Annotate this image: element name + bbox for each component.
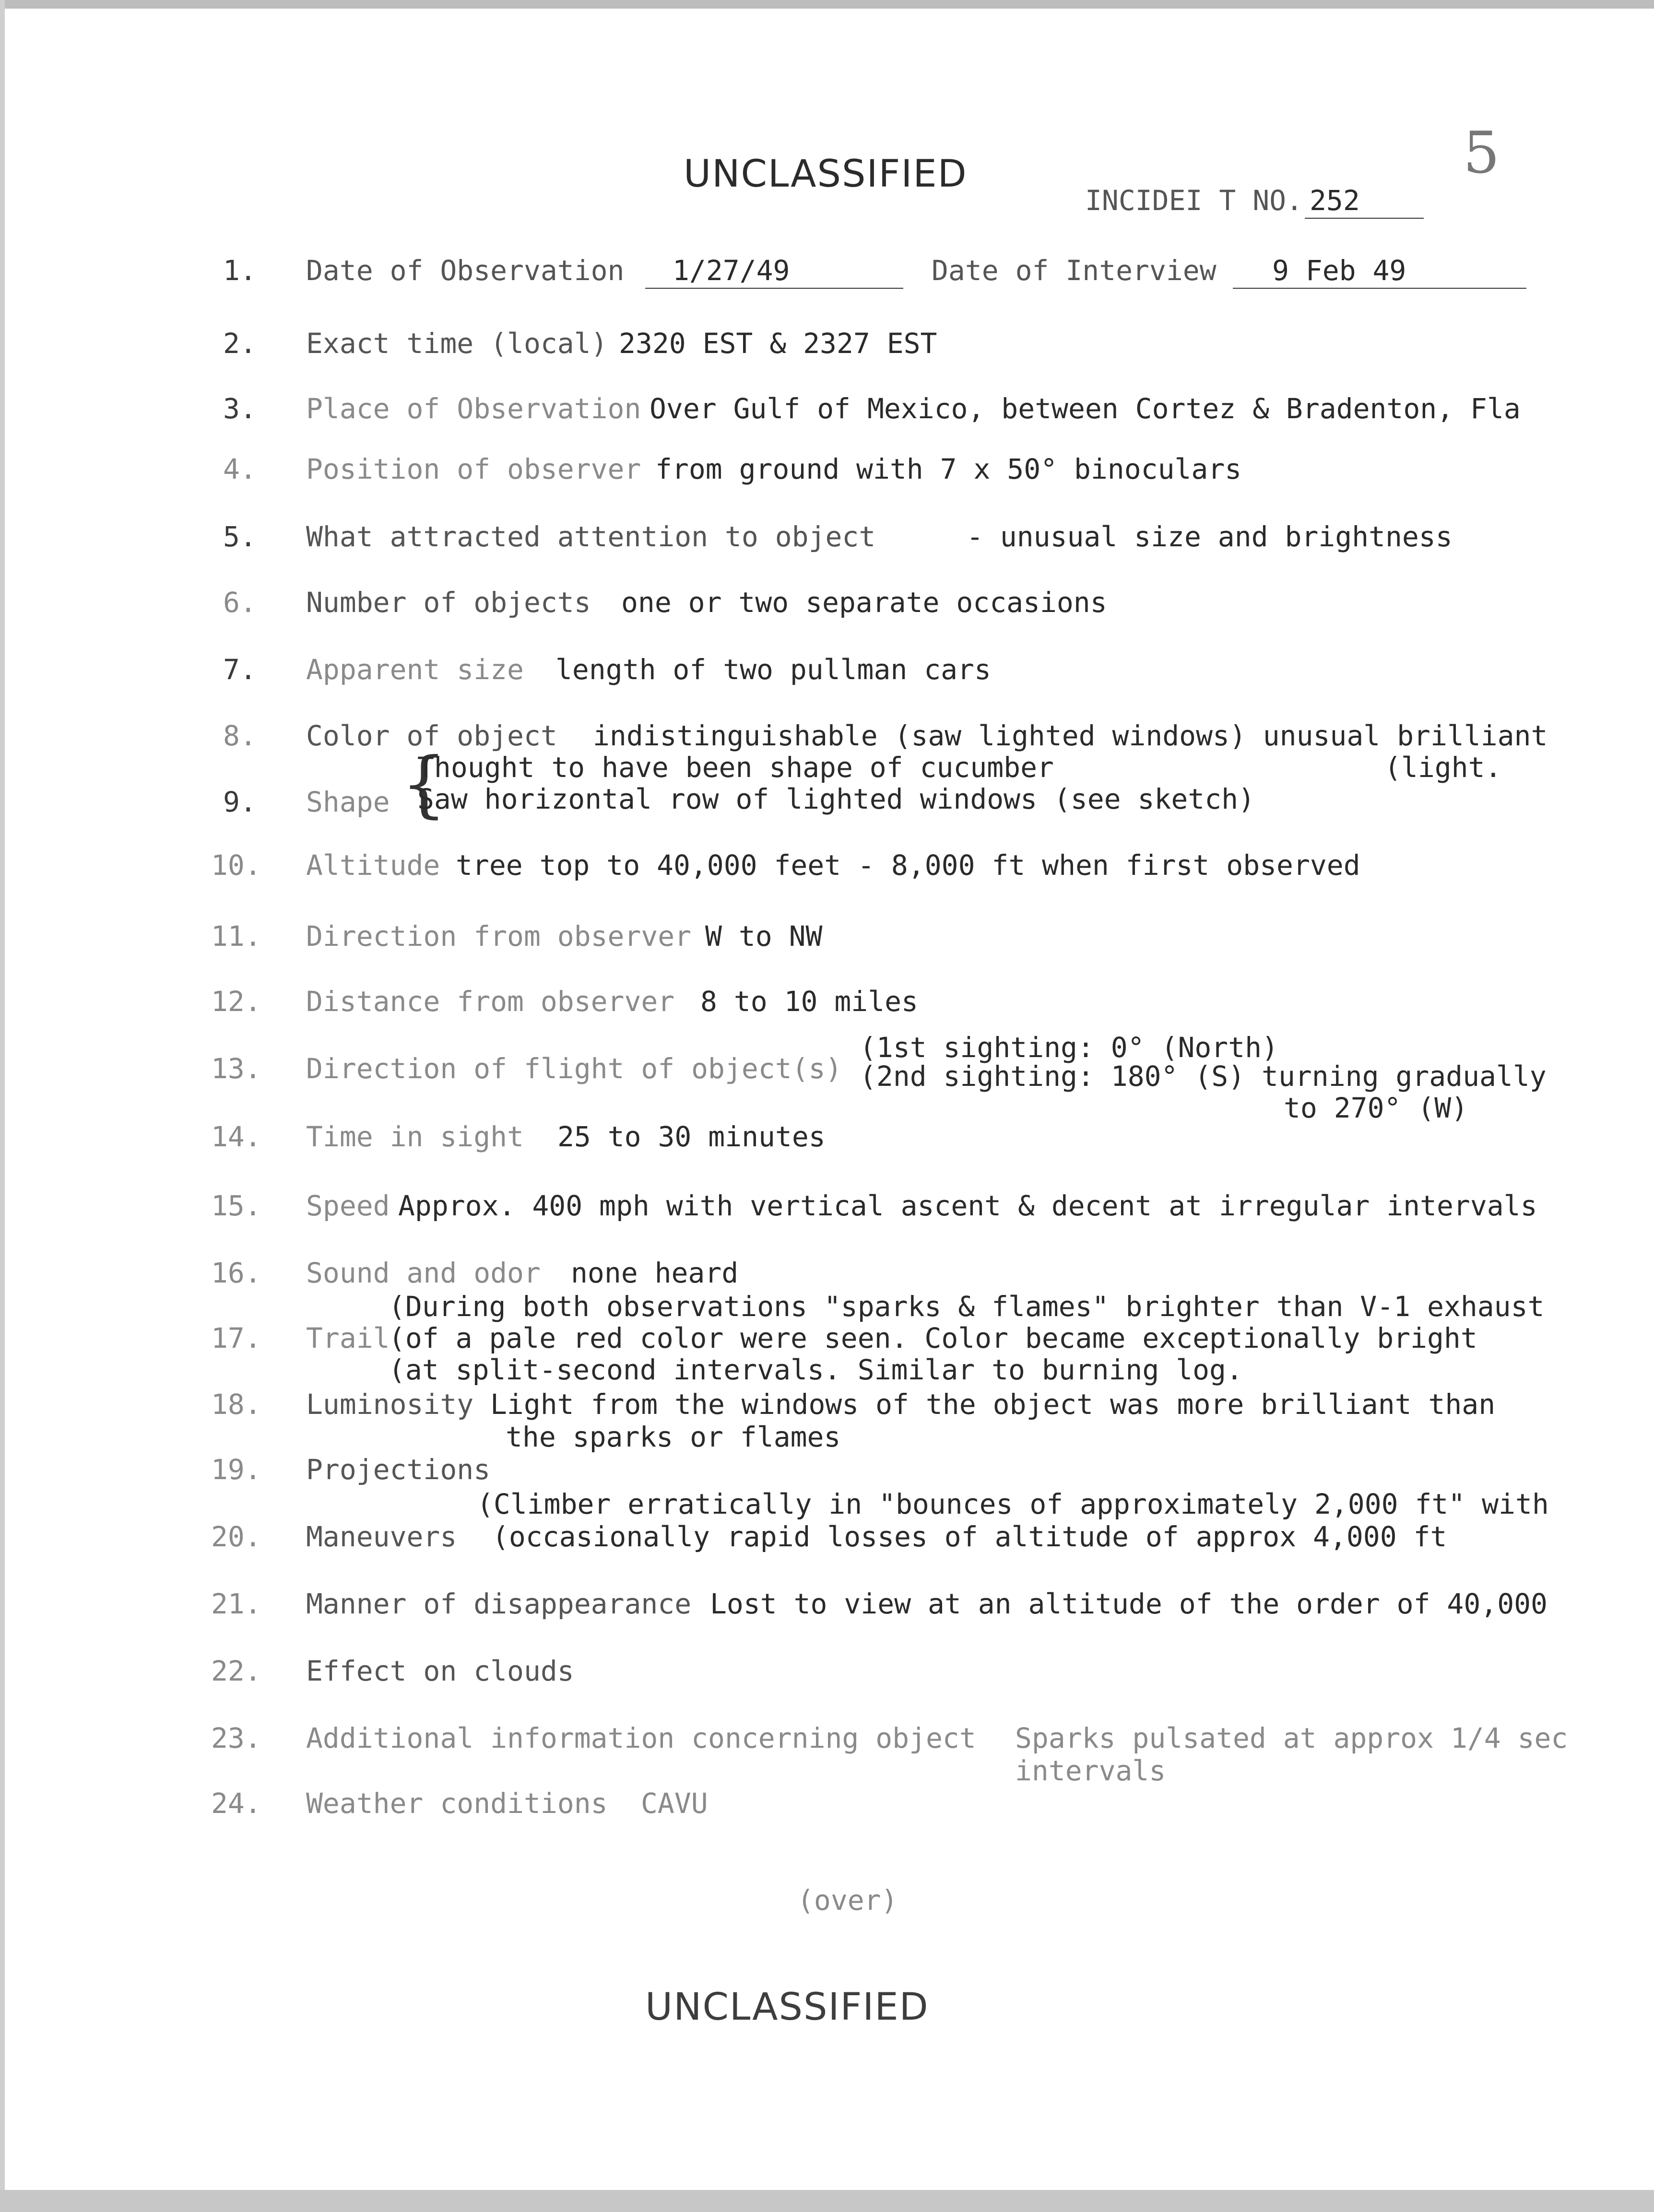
item-value: Light from the windows of the object was more brilliant than bbox=[490, 1388, 1496, 1421]
item-label: Trail bbox=[306, 1322, 390, 1354]
item-label: Speed bbox=[306, 1189, 390, 1222]
item-number: 20. bbox=[211, 1520, 261, 1553]
item-label: Time in sight bbox=[306, 1120, 524, 1153]
item-number: 23. bbox=[211, 1722, 261, 1754]
item-label-secondary: Date of Interview bbox=[932, 254, 1217, 287]
item-value: length of two pullman cars bbox=[555, 653, 991, 686]
classification-stamp-top: UNCLASSIFIED bbox=[684, 153, 968, 196]
item-value: W to NW bbox=[705, 920, 823, 953]
item-label: What attracted attention to object bbox=[306, 520, 876, 553]
item-number: 18. bbox=[211, 1388, 261, 1421]
item-number: 9. bbox=[223, 786, 257, 818]
item-number: 17. bbox=[211, 1322, 261, 1354]
item-number: 10. bbox=[211, 849, 261, 882]
item-number: 13. bbox=[211, 1052, 261, 1085]
item-value: 2320 EST & 2327 EST bbox=[619, 327, 937, 360]
item-number: 22. bbox=[211, 1655, 261, 1687]
item-number: 21. bbox=[211, 1588, 261, 1620]
item-label: Luminosity bbox=[306, 1388, 474, 1421]
item-number: 7. bbox=[223, 653, 257, 686]
item-value-continued: intervals bbox=[1015, 1754, 1166, 1787]
item-value: 25 to 30 minutes bbox=[557, 1120, 826, 1153]
item-number: 11. bbox=[211, 920, 261, 953]
item-label: Direction from observer bbox=[306, 920, 692, 953]
item-number: 5. bbox=[223, 520, 257, 553]
item-value: one or two separate occasions bbox=[621, 586, 1107, 619]
item-value-line-b: (of a pale red color were seen. Color became exceptionally bright bbox=[389, 1322, 1477, 1354]
item-number: 3. bbox=[223, 392, 257, 425]
item-label: Color of object bbox=[306, 719, 557, 752]
item-value: Sparks pulsated at approx 1/4 sec bbox=[1015, 1722, 1568, 1754]
item-value-line-a: (1st sighting: 0° (North) bbox=[860, 1031, 1278, 1064]
item-label: Weather conditions bbox=[306, 1787, 608, 1820]
item-label: Place of Observation bbox=[306, 392, 641, 425]
item-number: 4. bbox=[223, 453, 257, 485]
item-label: Sound and odor bbox=[306, 1257, 541, 1289]
item-value: from ground with 7 x 50° binoculars bbox=[655, 453, 1242, 485]
item-value: tree top to 40,000 feet - 8,000 ft when first observed bbox=[456, 849, 1360, 882]
item-number: 6. bbox=[223, 586, 257, 619]
item-value: Over Gulf of Mexico, between Cortez & Bradenton, Fla bbox=[650, 392, 1521, 425]
item-value-continued: (light. bbox=[1384, 751, 1502, 784]
item-value: 8 to 10 miles bbox=[700, 985, 918, 1018]
item-value-continued: the sparks or flames bbox=[506, 1421, 841, 1453]
item-value-line-c: (at split-second intervals. Similar to burning log. bbox=[389, 1353, 1243, 1386]
item-value: CAVU bbox=[641, 1787, 708, 1820]
item-value-secondary: 9 Feb 49 bbox=[1272, 254, 1406, 287]
item-number: 8. bbox=[223, 719, 257, 752]
item-label: Additional information concerning object bbox=[306, 1722, 976, 1754]
item-value: indistinguishable (saw lighted windows) unusual brilliant bbox=[593, 719, 1548, 752]
item-number: 12. bbox=[211, 985, 261, 1018]
over-note: (over) bbox=[797, 1884, 898, 1917]
item-value: Approx. 400 mph with vertical ascent & decent at irregular intervals bbox=[398, 1189, 1537, 1222]
corner-handwritten-mark: 5 bbox=[1463, 120, 1500, 187]
item-number: 1. bbox=[223, 254, 257, 287]
item-label: Manner of disappearance bbox=[306, 1588, 692, 1620]
item-label: Maneuvers bbox=[306, 1520, 457, 1553]
item-value: - unusual size and brightness bbox=[967, 520, 1453, 553]
page-edge-bottom bbox=[0, 2190, 1654, 2212]
item-label: Altitude bbox=[306, 849, 440, 882]
item-value-line-b: Saw horizontal row of lighted windows (see sketch) bbox=[417, 783, 1255, 815]
item-label: Number of objects bbox=[306, 586, 591, 619]
classification-stamp-bottom: UNCLASSIFIED bbox=[645, 1986, 929, 2029]
item-number: 2. bbox=[223, 327, 257, 360]
incident-number: 252 bbox=[1310, 184, 1360, 217]
item-label: Effect on clouds bbox=[306, 1655, 574, 1687]
item-value-line-c: to 270° (W) bbox=[1284, 1092, 1468, 1124]
item-label: Date of Observation bbox=[306, 254, 625, 287]
item-value: 1/27/49 bbox=[673, 254, 790, 287]
item-value-rule bbox=[645, 288, 903, 289]
item-value-line-a: Thought to have been shape of cucumber bbox=[417, 751, 1054, 784]
page-edge-left bbox=[0, 0, 5, 2212]
item-value-line-b: (occasionally rapid losses of altitude of approx 4,000 ft bbox=[492, 1520, 1447, 1553]
incident-number-rule bbox=[1305, 218, 1424, 219]
item-label: Apparent size bbox=[306, 653, 524, 686]
item-value-line-a: (Climber erratically in "bounces of approximately 2,000 ft" with bbox=[477, 1488, 1549, 1520]
item-label: Projections bbox=[306, 1453, 491, 1486]
item-number: 14. bbox=[211, 1120, 261, 1153]
item-value-line-b: (2nd sighting: 180° (S) turning gradually bbox=[860, 1060, 1547, 1093]
incident-label: INCIDEI T NO. bbox=[1085, 184, 1303, 217]
page-edge-top bbox=[0, 0, 1654, 9]
item-label: Position of observer bbox=[306, 453, 641, 485]
item-label: Direction of flight of object(s) bbox=[306, 1052, 842, 1085]
item-label: Shape bbox=[306, 786, 390, 818]
item-label: Distance from observer bbox=[306, 985, 675, 1018]
item-number: 19. bbox=[211, 1453, 261, 1486]
item-value: Lost to view at an altitude of the order of 40,000 bbox=[710, 1588, 1548, 1620]
brace-bracket: { bbox=[401, 742, 447, 826]
item-value-line-a: (During both observations "sparks & flames" brighter than V-1 exhaust bbox=[389, 1290, 1545, 1323]
item-value: none heard bbox=[571, 1257, 739, 1289]
item-value-secondary-rule bbox=[1233, 288, 1526, 289]
item-number: 24. bbox=[211, 1787, 261, 1820]
item-number: 16. bbox=[211, 1257, 261, 1289]
item-label: Exact time (local) bbox=[306, 327, 608, 360]
item-number: 15. bbox=[211, 1189, 261, 1222]
